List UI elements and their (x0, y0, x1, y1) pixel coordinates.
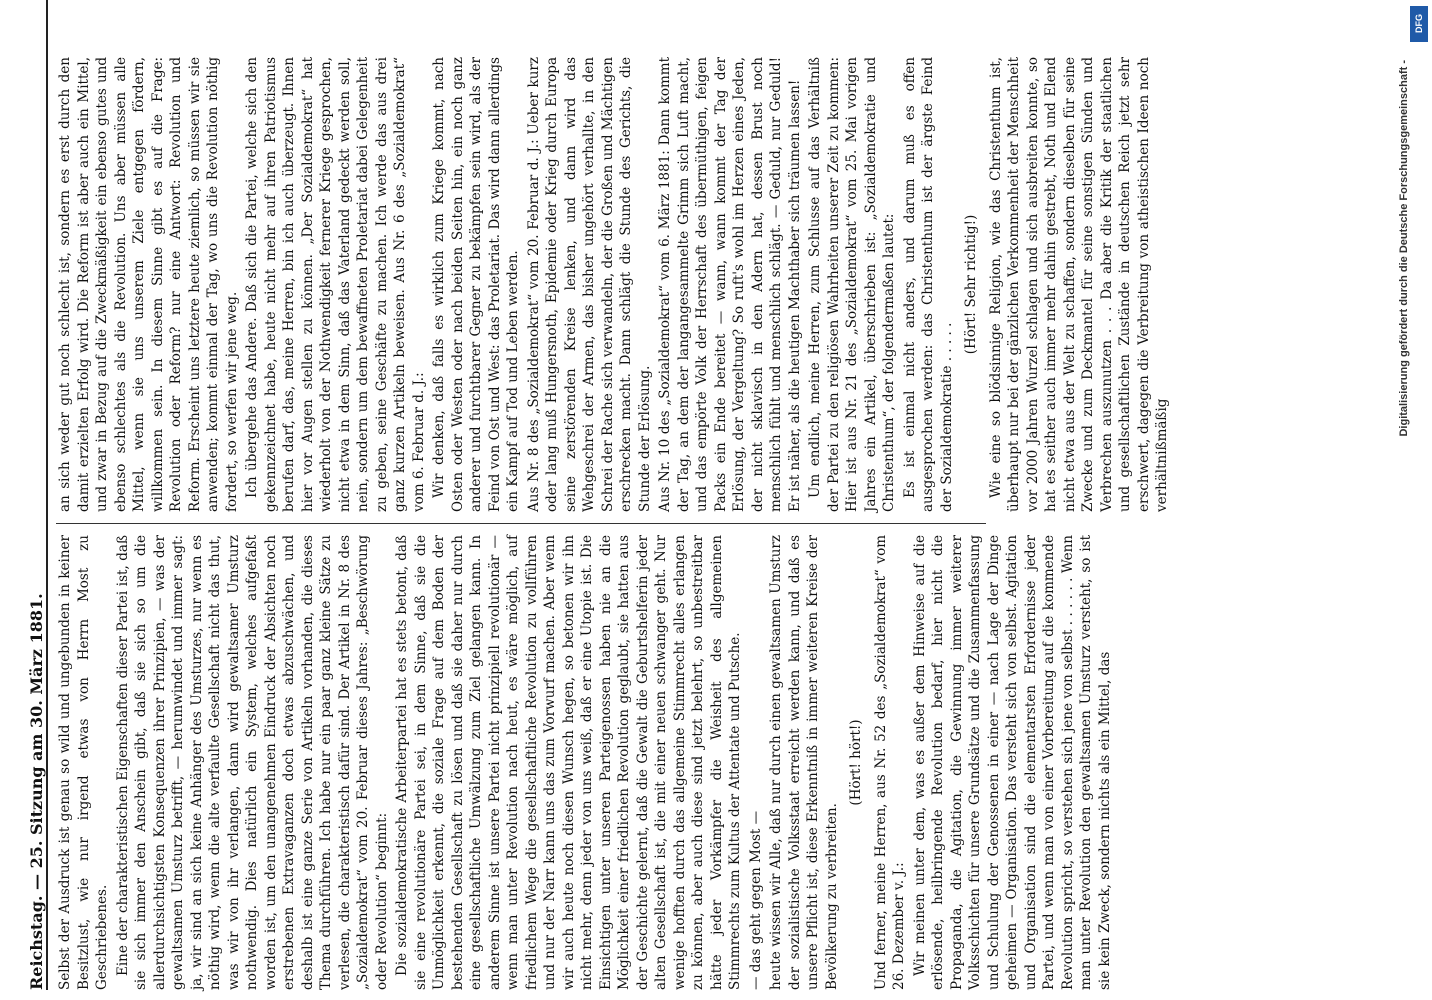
digitization-credit: Digitalisierung gefördert durch die Deutsche Forschungsgemeinschaft - (1398, 60, 1410, 437)
header-title: Reichstag. — 25. Sitzung am 30. März 1881. (27, 593, 46, 990)
quote-paragraph: Aus Nr. 10 des „Sozialdemokrat“ vom 6. März 1881: Dann kommt der Tag, an dem der langangesammelte Grimm sich Luft macht, und das empörte Volk der Herrschaft des übermüthigen, feigen Packs ein Ende bereitet — wann, wann kommt der Tag der Erlösung, der Vergeltung? So ruft's wohl im Herzen eines Jeden, der nicht sklavisch in den Adern hat, dessen Brust noch menschlich fühlt und menschlich schlägt. — Geduld, nur Geduld! Er ist näher, als die heutigen Machthaber sich träumen lassen! (657, 57, 803, 512)
paragraph: Eine der charakteristischen Eigenschaften dieser Partei ist, daß sie sich immer den Anschein gibt, daß sie sich so um die allerdurchsichtigsten Konsequenzen ihrer Prinzipien, — was der gewaltsamen Umsturz betrifft, — herumwindet und immer sagt: ja, wir sind an sich keine Anhänger des Umsturzes, nur wenn es nöthig wird, wenn die alte verfaulte Gesellschaft nicht das thut, was wir von ihr verlangen, dann wird gewaltsamer Umsturz nothwendig. Dies natürlich ein System, welches aufgefaßt worden ist, um den unangenehmen Eindruck der Absichten noch erstrebenen Extravaganzen doch etwas abzuschwächen, und deshalb ist eine ganze Serie von Artikeln vorhanden, die dieses Thema durchführen. Ich habe nur ein paar ganz kleine Sätze zu verlesen, die charakteristisch dafür sind. Der Artikel in Nr. 8 des „Sozialdemokrat“ vom 20. Februar dieses Jahres: „Beschwörung oder Revolution“ beginnt: (114, 535, 390, 990)
column-divider (56, 523, 986, 524)
paragraph: Und ferner, meine Herren, aus Nr. 52 des „Sozialdemokrat“ vom 26. Dezember v. J.: (872, 535, 907, 990)
column-left (56, 535, 1113, 990)
interjection: (Hört! hört!) (848, 719, 864, 806)
paragraph: Selbst der Ausdruck ist genau so wild und ungebunden in keiner Besitzlust, wie nur irgend etwas von Herrn Most zu Geschriebenes. (57, 535, 110, 990)
paragraph: Um endlich, meine Herren, zum Schlusse auf das Verhältniß der Partei zu den religiösen Wahrheiten unserer Zeit zu kommen: Hier ist aus Nr. 21 des „Sozialdemokrat“ vom 25. Mai vorigen Jahres ein Artikel, überschrieben ist: „Sozialdemokratie und Christenthum“, der folgendermaßen lautet: (807, 57, 897, 512)
quote-paragraph: heute wissen wir Alle, daß nur durch einen gewaltsamen Umsturz der sozialistische Volksstaat erreicht werden kann, und daß es unsere Pflicht ist, diese Erkenntniß in immer weiteren Kreise der Bevölkerung zu verbreiten. (768, 535, 840, 990)
dfg-logo: DFG (1410, 6, 1428, 42)
quote-paragraph: Wie eine so blödsinnige Religion, wie das Christenthum ist, überhaupt nur bei der gänzlichen Verkommenheit der Menschheit vor 2000 Jahren Wurzel schlagen und sich ausbreiten konnte, so hat es seither auch immer mehr dahin gestrebt, Noth und Elend nicht etwa aus der Welt zu schaffen, sondern dieselben für seine Zwecke und zum Deckmantel für seine sonstigen Sünden und Verbrechen auszunutzen . . . Da aber die Kritik der staatlichen und gesellschaftlichen Zustände in deutschen Reich jetzt sehr erschwert, dagegen die Verbreitung von atheistischen Ideen noch verhältnißmäßig (987, 57, 1170, 512)
page-footer (1398, 0, 1432, 1000)
quote-paragraph: Wir denken, daß falls es wirklich zum Kriege kommt, nach Osten oder Westen oder nach beiden Seiten hin, ein noch ganz anderer und furchtbarer Gegner zu bekämpfen sein wird, als der Feind von Ost und West: das Proletariat. Das wird dann allerdings ein Kampf auf Tod und Leben werden. (431, 57, 521, 512)
page-header (18, 0, 48, 990)
quote-paragraph: an sich weder gut noch schlecht ist, sondern es erst durch den damit erzielten Erfolg wird. Die Reform ist aber auch ein Mittel, und zwar in Bezug auf die Zweckmäßigkeit ein ebenso gutes und ebenso schlechtes als die Revolution. Uns aber müssen alle Mittel, wenn sie uns unserem Ziele entgegen fördern, willkommen sein. In diesem Sinne gibt es auf die Frage: Revolution oder Reform? nur eine Antwort: Revolution und Reform. Erscheint uns letztere heute ziemlich, so müssen wir sie anwenden; kommt einmal der Tag, wo uns die Revolution nöthig fordert, so werfen wir jene weg. (57, 57, 240, 512)
paragraph: — das geht gegen Most — (747, 810, 764, 990)
column-right (56, 57, 1170, 512)
quote-paragraph: Es ist einmal nicht anders, und darum muß es offen ausgesprochen werden: das Christenthum ist der ärgste Feind der Sozialdemokratie . . . . . (901, 57, 955, 512)
quote-paragraph: Wir meinen unter dem, was es außer dem Hinweise auf die erlösende, heilbringende Revolution bedarf, hier nicht die Propaganda, die Agitation, die Gewinnung immer weiterer Volksschichten für unsere Grundsätze und die Zusammenfassung und Schulung der Genossenen in einer — nach Lage der Dinge geheimen — Organisation. Das versteht sich von selbst. Agitation und Organisation sind die elementarsten Erfordernisse jeder Partei, und wenn man von einer Vorbereitung auf die kommende Revolution spricht, so verstehen sich jene von selbst . . . . . . Wenn man unter Revolution den gewaltsamen Umsturz versteht, so ist sie kein Zweck, sondern nichts als ein Mittel, das (911, 535, 1113, 990)
interjection: (Hört! Sehr richtig!) (963, 214, 979, 355)
quote-paragraph: Aus Nr. 8 des „Sozialdemokrat“ vom 20. Februar d. J.: Ueber kurz oder lang muß Hungersnoth, Epidemie oder Krieg durch Europa seine zerstörenden Kreise lenken, und dann wird das Wehgeschrei der Armen, das bisher ungehört verhallte, in den Schrei der Rache sich verwandeln, der die Großen und Mächtigen erschrecken macht. Dann schlägt die Stunde des Gerichts, die Stunde der Erlösung. (525, 57, 653, 512)
quote-paragraph: Die sozialdemokratische Arbeiterpartei hat es stets betont, daß sie eine revolutionäre Partei sei, in dem Sinne, daß sie die Unmöglichkeit erkennt, die soziale Frage auf dem Boden der bestehenden Gesellschaft zu lösen und daß sie daher nur durch eine gesellschaftliche Umwälzung zum Ziel gelangen kann. In anderem Sinne ist unsere Partei nicht prinzipiell revolutionär — wenn man unter Revolution nach heut, es wäre möglich, auf friedlichem Wege die gesellschaftliche Revolution zu vollführen und nur der Narr kann uns das zum Vorwurf machen. Aber wenn wir auch heute noch diesen Wunsch hegen, so betonen wir ihn nicht mehr, denn jeder von uns weiß, daß er eine Utopie ist. Die Einsichtigen unter unseren Parteigenossen haben nie an die Möglichkeit einer friedlichen Revolution geglaubt, sie hatten aus der Geschichte gelernt, daß die Gewalt die Geburtshelferin jeder alten Gesellschaft ist, die mit einer neuen schwanger geht. Nur wenige hofften durch das allgemeine Stimmrecht alles erlangen zu können, aber auch diese sind jetzt belehrt, so unbestreitbar hätte jeder Vorkämpfer die Weisheit des allgemeinen Stimmrechts zum Kultus der Attentate und Putsche. (394, 535, 743, 990)
paragraph: Ich übergehe das Andere. Daß sich die Partei, welche sich den gekennzeichnet habe, heute nicht mehr auf ihren Patriotismus berufen darf, das, meine Herren, bin ich auch überzeugt. Ihnen hier vor Augen stellen zu können. „Der Sozialdemokrat“ hat wiederholt von der Nothwendigkeit fernerer Kriege gesprochen, nicht etwa in dem Sinn, daß das Vaterland gedeckt werden soll, nein, sondern um dem bewaffneten Proletariat dabei Gelegenheit zu geben, seine Geschäfte zu machen. Ich werde das aus drei ganz kurzen Artikeln beweisen. Aus Nr. 6 des „Sozialdemokrat“ vom 6. Februar d. J.: (244, 57, 427, 512)
